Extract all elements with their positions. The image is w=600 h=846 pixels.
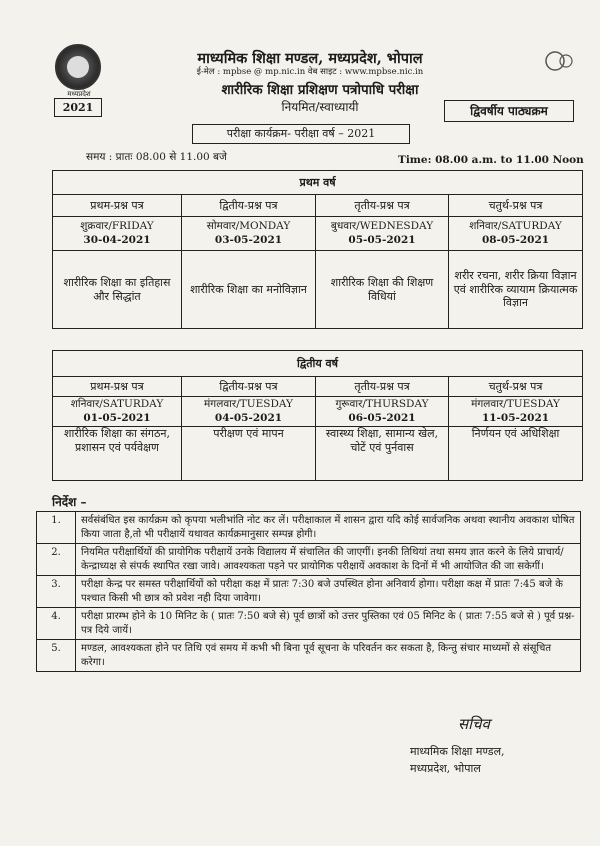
instruction-row	[37, 608, 581, 640]
date-label: 06-05-2021	[348, 411, 416, 424]
day-label: शनिवार/SATURDAY	[469, 220, 562, 233]
year1-title: प्रथम वर्ष	[53, 171, 583, 195]
time-english: Time: 08.00 a.m. to 11.00 Noon	[398, 154, 584, 166]
day-label: शुक्रवार/FRIDAY	[80, 220, 154, 233]
instructions-label: निर्देश –	[52, 495, 87, 509]
table-cell-date	[449, 217, 583, 251]
year-box: 2021	[54, 98, 102, 117]
instruction-row	[37, 544, 581, 576]
table-cell-subject: शारीरिक शिक्षा का मनोविज्ञान	[182, 251, 316, 329]
day-label: गुरूवार/THURSDAY	[335, 398, 429, 411]
table-cell-paper: तृतीय-प्रश्न पत्र	[316, 195, 449, 217]
time-hindi: समय : प्रातः 08.00 से 11.00 बजे	[86, 151, 227, 163]
table-cell-paper: चतुर्थ-प्रश्न पत्र	[449, 195, 583, 217]
table-cell-subject: शरीर रचना, शरीर क्रिया विज्ञान एवं शारीरिक व्यायाम क्रियात्मक विज्ञान	[449, 251, 583, 329]
table-cell-paper: द्वितीय-प्रश्न पत्र	[182, 377, 316, 397]
table-cell-subject: शारीरिक शिक्षा का इतिहास और सिद्धांत	[53, 251, 182, 329]
instruction-text: परीक्षा प्रारम्भ होने के 10 मिनिट के ( प्रातः 7:50 बजे से) पूर्व छात्रों को उत्तर पुस्तिका एवं 05 मिनिट के ( प्रातः 7:55 बजे से ) पूर्व प्रश्न-पत्र दिये जायें।	[76, 608, 581, 640]
board-name: माध्यमिक शिक्षा मण्डल, मध्यप्रदेश, भोपाल	[197, 50, 423, 67]
table-cell-paper: प्रथम-प्रश्न पत्र	[53, 377, 182, 397]
logo-caption: मध्यप्रदेश	[67, 90, 91, 98]
course-duration-box: द्विवर्षीय पाठ्यक्रम	[444, 100, 574, 122]
year1-schedule-table	[52, 170, 583, 329]
board-logo-seal	[55, 44, 101, 90]
signatory-line-1: माध्यमिक शिक्षा मण्डल,	[410, 745, 505, 758]
table-cell-paper: प्रथम-प्रश्न पत्र	[53, 195, 182, 217]
table-cell-date	[53, 217, 182, 251]
exam-type: नियमित/स्वाध्यायी	[281, 100, 359, 114]
table-cell-date	[182, 397, 316, 427]
day-label: मंगलवार/TUESDAY	[204, 398, 293, 411]
table-cell-date	[182, 217, 316, 251]
table-cell-date	[316, 397, 449, 427]
instruction-number: 1.	[37, 512, 76, 544]
table-cell-date	[316, 217, 449, 251]
date-label: 04-05-2021	[214, 411, 283, 424]
instruction-row	[37, 640, 581, 672]
instruction-text: सर्वसंबंधित इस कार्यक्रम को कृपया भलीभांति नोट कर लें। परीक्षाकाल में शासन द्वारा यदि कोई सार्वजनिक अथवा स्थानीय अवकाश घोषित किया जाता है,तो भी परीक्षायें यथावत कार्यक्रमानुसार सम्पन्न होगी।	[76, 512, 581, 544]
instruction-text: नियमित परीक्षार्थियों की प्रायोगिक परीक्षायें उनके विद्यालय में संचालित की जाएगीं। इनकी तिथियां तथा समय ज्ञात करने के लिये प्राचार्य/केन्द्राध्यक्ष से संपर्क स्थापित रखा जावे। आवश्यकता पड़ने पर प्रायोगिक परीक्षायें अवकाश के दिनों में भी आयोजित की जा सकेगीं।	[76, 544, 581, 576]
table-cell-date	[449, 397, 583, 427]
instructions-table	[36, 511, 581, 672]
day-label: बुधवार/WEDNESDAY	[330, 220, 434, 233]
table-cell-paper: चतुर्थ-प्रश्न पत्र	[449, 377, 583, 397]
day-label: मंगलवार/TUESDAY	[471, 398, 560, 411]
day-label: शनिवार/SATURDAY	[70, 398, 164, 411]
signature: सचिव	[458, 715, 490, 733]
instruction-number: 5.	[37, 640, 76, 672]
table-cell-date	[53, 397, 182, 427]
programme-box: परीक्षा कार्यक्रम- परीक्षा वर्ष – 2021	[192, 124, 410, 144]
table-cell-subject: परीक्षण एवं मापन	[182, 427, 316, 481]
instruction-number: 3.	[37, 576, 76, 608]
year2-schedule-table	[52, 350, 583, 481]
table-cell-subject: शारीरिक शिक्षा का संगठन, प्रशासन एवं पर्यवेक्षण	[53, 427, 182, 481]
instruction-text: परीक्षा केन्द्र पर समस्त परीक्षार्थियों को परीक्षा कक्ष में प्रातः 7:30 बजे उपस्थित होना अनिवार्य होगा। परीक्षा कक्ष में प्रातः 7:45 बजे के पश्चात किसी भी छात्र को प्रवेश नही दिया जावेगा।	[76, 576, 581, 608]
instruction-row	[37, 512, 581, 544]
instruction-number: 2.	[37, 544, 76, 576]
table-cell-paper: तृतीय-प्रश्न पत्र	[316, 377, 449, 397]
table-cell-subject: शारीरिक शिक्षा की शिक्षण विधियां	[316, 251, 449, 329]
signatory-line-2: मध्यप्रदेश, भोपाल	[410, 762, 481, 775]
table-cell-subject: स्वास्थ्य शिक्षा, सामान्य खेल, चोटें एवं पुर्नवास	[316, 427, 449, 481]
year2-title: द्वितीय वर्ष	[53, 351, 583, 377]
exam-name: शारीरिक शिक्षा प्रशिक्षण पत्रोपाधि परीक्षा	[221, 82, 419, 98]
day-label: सोमवार/MONDAY	[206, 220, 291, 233]
date-label: 05-05-2021	[348, 233, 416, 246]
date-label: 11-05-2021	[481, 411, 550, 424]
date-label: 30-04-2021	[83, 233, 151, 246]
instruction-row	[37, 576, 581, 608]
date-label: 03-05-2021	[214, 233, 283, 246]
date-label: 08-05-2021	[481, 233, 550, 246]
date-label: 01-05-2021	[83, 411, 151, 424]
instruction-number: 4.	[37, 608, 76, 640]
table-cell-subject: निर्णयन एवं अधिशिक्षा	[449, 427, 583, 481]
instruction-text: मण्डल, आवश्यकता होने पर तिथि एवं समय में कभी भी बिना पूर्व सूचना के परिवर्तन कर सकता है, किन्तु संचार माध्यमों से संसूचित करेगा।	[76, 640, 581, 672]
anniversary-emblem-icon	[544, 50, 574, 72]
contact-line: ई-मेल : mpbse @ mp.nic.in वेब साइट : www.mpbse.nic.in	[196, 67, 424, 77]
table-cell-paper: द्वितीय-प्रश्न पत्र	[182, 195, 316, 217]
